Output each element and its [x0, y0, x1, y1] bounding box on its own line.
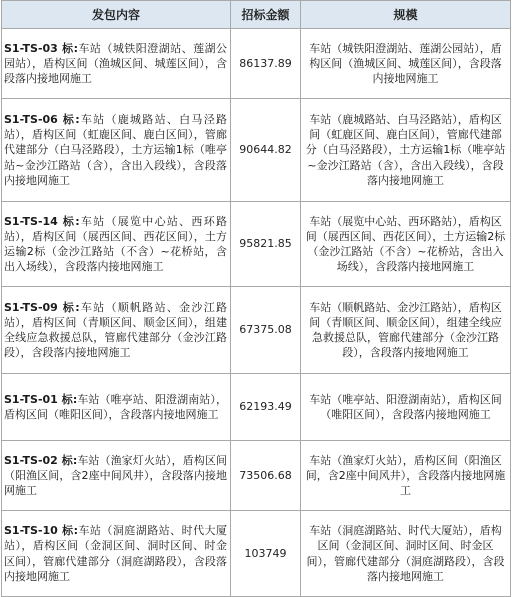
tender-amount-cell: 62193.49: [231, 374, 301, 441]
package-content-text: 车站（渔家灯火站），盾构区间（阳渔区间，含2座中间风井），含段落内接地网施工: [4, 453, 227, 498]
package-content-cell: [2, 441, 231, 511]
tender-amount-cell: 90644.82: [231, 99, 301, 202]
table-row: [2, 441, 511, 511]
package-content-text: 车站（顺帆路站、金沙江路站），盾构区间（青顺区间、顺金区间），组建全线应急救援总队，管廊代建部分（金沙江路段），含段落内接地网施工: [4, 300, 227, 360]
package-code: S1-TS-06 标:: [4, 112, 80, 126]
package-content-cell: [2, 287, 231, 374]
table-row: [2, 511, 511, 597]
header-tender-amount: 招标金额: [231, 1, 301, 29]
package-content-cell: [2, 202, 231, 287]
scale-cell: 车站（渔家灯火站），盾构区间（阳渔区间，含2座中间风井），含段落内接地网施工: [301, 441, 511, 511]
table-row: [2, 99, 511, 202]
package-code: S1-TS-09 标:: [4, 300, 80, 314]
scale-cell: 车站（鹿城路站、白马泾路站），盾构区间（虹鹿区间、鹿白区间），管廊代建部分（白马泾路段），土方运输1标（唯亭站~金沙江路站（含），含出入段线），含段落内接地网施工: [301, 99, 511, 202]
table-row: [2, 29, 511, 99]
tender-amount-cell: 103749: [231, 511, 301, 597]
header-package-content: 发包内容: [2, 1, 231, 29]
scale-cell: 车站（城铁阳澄湖站、莲湖公园站），盾构区间（渔城区间、城莲区间），含段落内接地网施工: [301, 29, 511, 99]
tender-table: [1, 0, 511, 597]
tender-amount-cell: 73506.68: [231, 441, 301, 511]
scale-cell: 车站（展览中心站、西环路站），盾构区间（展西区间、西花区间），土方运输2标（金沙江路站（不含）~花桥站，含出入场线），含段落内接地网施工: [301, 202, 511, 287]
header-row: [2, 1, 511, 29]
tender-amount-cell: 67375.08: [231, 287, 301, 374]
header-scale: 规模: [301, 1, 511, 29]
scale-cell: 车站（唯亭站、阳澄湖南站），盾构区间（唯阳区间），含段落内接地网施工: [301, 374, 511, 441]
package-code: S1-TS-03 标:: [4, 41, 78, 55]
scale-cell: 车站（洞庭湖路站、时代大厦站），盾构区间（金洞区间、洞时区间、时金区间），管廊代建部分（洞庭湖路段），含段落内接地网施工: [301, 511, 511, 597]
tender-amount-cell: 95821.85: [231, 202, 301, 287]
package-content-text: 车站（洞庭湖路站、时代大厦站），盾构区间（金洞区间、洞时区间、时金区间），管廊代建部分（洞庭湖路段），含段落内接地网施工: [4, 524, 227, 583]
package-code: S1-TS-10 标:: [4, 524, 78, 538]
tender-amount-cell: 86137.89: [231, 29, 301, 99]
table-row: [2, 287, 511, 374]
tender-table-container: [1, 0, 510, 590]
package-content-cell: [2, 99, 231, 202]
package-content-text: 车站（城铁阳澄湖站、莲湖公园站），盾构区间（渔城区间、城莲区间），含段落内接地网施工: [4, 41, 227, 86]
package-content-text: 车站（展览中心站、西环路站），盾构区间（展西区间、西花区间），土方运输2标（金沙江路站（不含）~花桥站，含出入场线），含段落内接地网施工: [4, 214, 227, 274]
package-code: S1-TS-02 标:: [4, 453, 78, 467]
package-content-text: 车站（唯亭站、阳澄湖南站），盾构区间（唯阳区间），含段落内接地网施工: [4, 392, 227, 421]
table-row: [2, 202, 511, 287]
package-code: S1-TS-14 标:: [4, 214, 80, 228]
package-code: S1-TS-01 标:: [4, 392, 78, 406]
package-content-text: 车站（鹿城路站、白马泾路站），盾构区间（虹鹿区间、鹿白区间），管廊代建部分（白马泾路段），土方运输1标（唯亭站~金沙江路站（含），含出入段线），含段落内接地网施工: [4, 112, 227, 187]
package-content-cell: [2, 374, 231, 441]
table-row: [2, 374, 511, 441]
package-content-cell: [2, 29, 231, 99]
table-header: [2, 1, 511, 29]
scale-cell: 车站（顺帆路站、金沙江路站），盾构区间（青顺区间、顺金区间），组建全线应急救援总队，管廊代建部分（金沙江路段），含段落内接地网施工: [301, 287, 511, 374]
package-content-cell: [2, 511, 231, 597]
table-body: [2, 29, 511, 597]
